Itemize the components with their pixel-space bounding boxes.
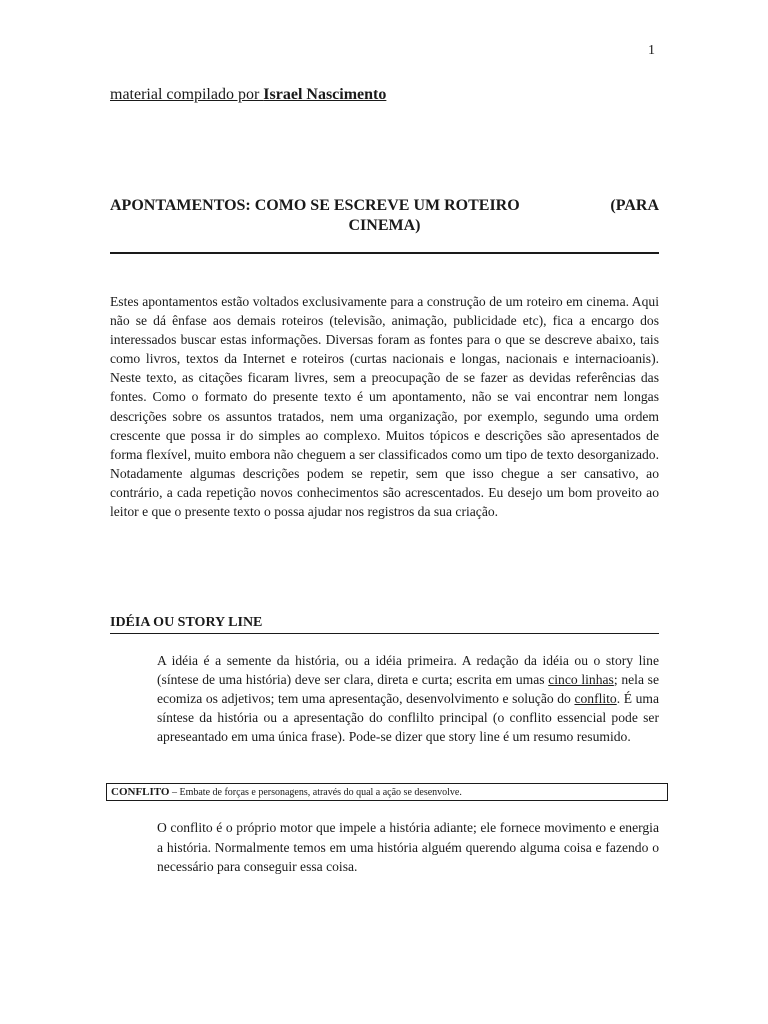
title-line-1-right: (PARA	[610, 197, 659, 214]
title-line-1-left: APONTAMENTOS: COMO SE ESCREVE UM ROTEIRO	[110, 197, 520, 214]
conflict-paragraph: O conflito é o próprio motor que impele a história adiante; ele fornece movimento e energia a história. Normalmente temos em uma história alguém querendo alguma coisa e fazendo o necessário para conseguir essa coisa.	[157, 820, 659, 874]
idea-text-part-1: A idéia é a semente da história, ou a idéia primeira. A redação da idéia ou o story line (síntese de uma história) deve ser clara, direta e curta; escrita em umas	[157, 653, 659, 688]
document-title	[110, 196, 659, 236]
title-line-1	[110, 196, 659, 216]
definition-term: CONFLITO	[111, 786, 170, 798]
title-line-2: CINEMA)	[348, 217, 421, 234]
section-heading: IDÉIA OU STORY LINE	[110, 615, 659, 634]
conflito-link[interactable]: conflito	[574, 691, 617, 707]
compiled-by-line	[110, 86, 386, 104]
title-divider	[110, 252, 659, 254]
compiled-by-prefix: material compilado por	[110, 86, 264, 103]
author-name: Israel Nascimento	[263, 86, 387, 103]
idea-text-part-2: ; nela se ecomiza os adjetivos; tem uma apresentação, desenvolvimento e solução do	[157, 672, 660, 707]
cinco-linhas-link[interactable]: cinco linhas	[548, 672, 614, 688]
conflict-definition-box	[106, 783, 668, 801]
definition-text: – Embate de forças e personagens, através do qual a ação se desenvolve.	[169, 787, 462, 798]
idea-text-part-3: . É uma síntese da história ou a apresentação do conflilto principal (o conflito essencial pode ser apreseantado em uma única frase). Pode-se dizer que story line é um resumo resumido.	[157, 691, 660, 745]
page-number: 1	[648, 43, 655, 58]
intro-paragraph: Estes apontamentos estão voltados exclusivamente para a construção de um roteiro em cinema. Aqui não se dá ênfase aos demais roteiros (televisão, animação, publicidade etc), fica a encargo dos interessados buscar estas informações. Diversas foram as fontes para o que se descreve abaixo, tais como livros, textos da Internet e roteiros (curtas nacionais e longas, nacionais e internacioanis). Neste texto, as citações ficaram livres, sem a preocupação de se fazer as devidas referências das fontes. Como o formato do presente texto é um apontamento, não se vai encontrar nem longas descrições sobre os assuntos tratados, nem uma organização, por exemplo, segundo uma ordem crescente que possa ir do simples ao complexo. Muitos tópicos e descrições são apresentados de forma flexível, muito embora não cheguem a ser classificados como um tipo de texto desorganizado. Notadamente algumas descrições podem se repetir, sem que isso chegue a ser cansativo, ao contrário, a cada repetição novos conhecimentos são acrescentados. Eu desejo um bom proveito ao leitor e que o presente texto o possa ajudar nos registros da sua criação.	[110, 294, 659, 520]
idea-paragraph	[157, 651, 659, 746]
